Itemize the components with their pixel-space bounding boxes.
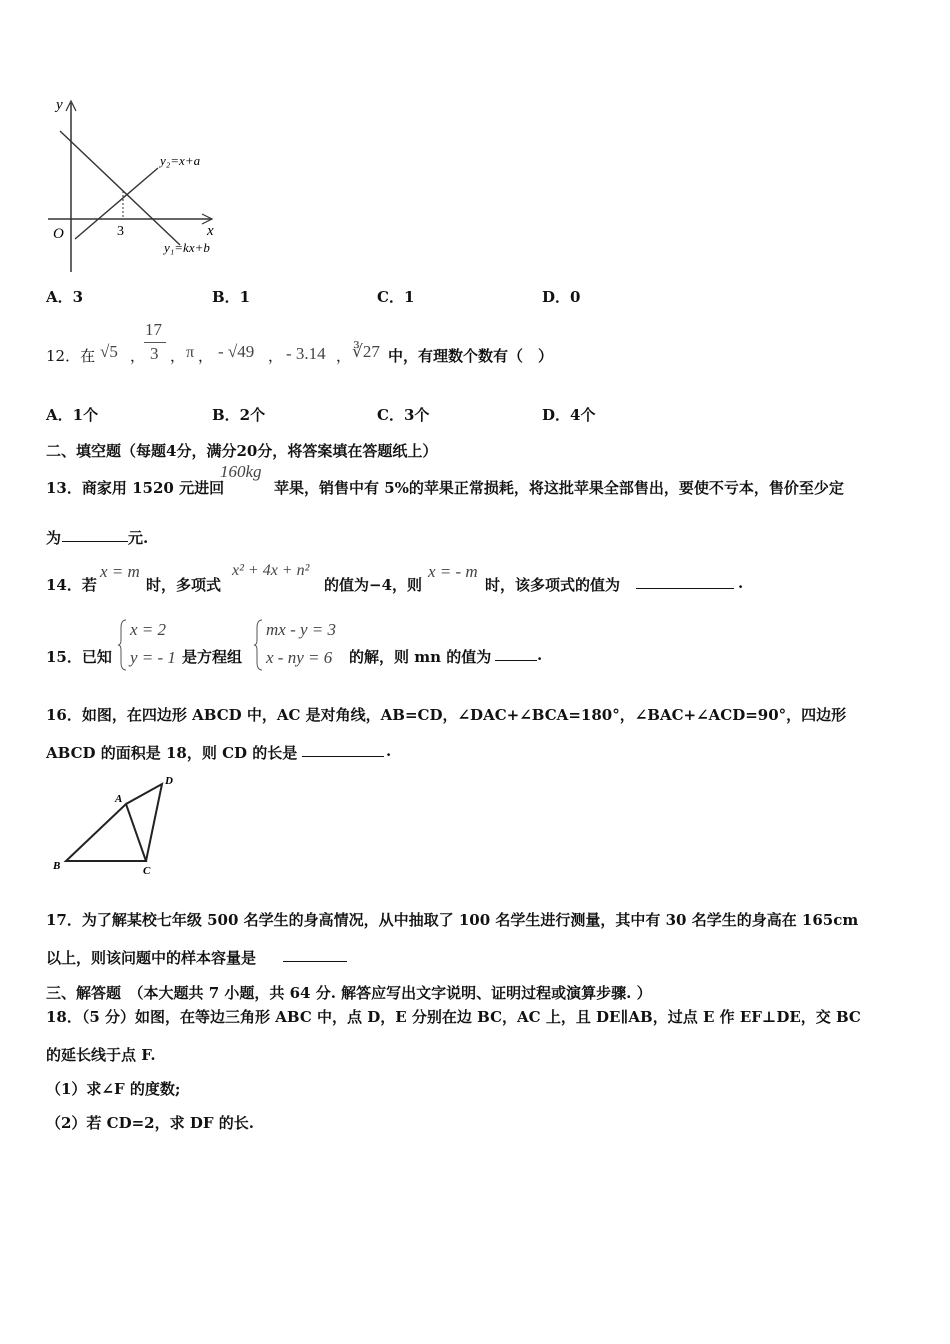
section-2-title: 二、填空题（每题4分，满分20分，将答案填在答题纸上） <box>46 442 438 460</box>
q15-sys1-eq1: x = 2 <box>130 620 167 639</box>
q12-tail: 中，有理数个数有（ ） <box>388 347 554 365</box>
q11-option-c[interactable]: C．1 <box>377 288 415 306</box>
q12-neg-sqrt49: - √49 <box>218 342 255 361</box>
q12-comma: ， <box>198 347 214 365</box>
q13-prefix: 13．商家用 1520 元进回 <box>46 479 225 497</box>
line2-label: y₂=x+a <box>160 153 201 168</box>
q17-line1: 17．为了解某校七年级 500 名学生的身高情况，从中抽取了 100 名学生进行测量，其中有 30 名学生的身高在 165cm <box>46 911 859 929</box>
x-axis-label: x <box>207 223 214 239</box>
q16-line2: ABCD 的面积是 18，则 CD 的长是 <box>46 744 298 762</box>
q18-line2: 的延长线于点 F. <box>46 1046 156 1064</box>
q11-graph <box>40 95 240 275</box>
q15-end: . <box>537 646 543 664</box>
q15-answer-blank[interactable] <box>495 646 537 661</box>
tick-3-label: 3 <box>117 224 124 239</box>
q14-answer-blank[interactable] <box>636 574 734 589</box>
q14-mid1: 时，多项式 <box>146 576 222 594</box>
q12-option-d[interactable]: D．4个 <box>542 406 596 424</box>
q18-part1: （1）求∠F 的度数; <box>46 1080 181 1098</box>
section-3-title: 三、解答题 （本大题共 7 小题，共 64 分. 解答应写出文字说明、证明过程或演算步骤. ） <box>46 984 652 1002</box>
q12-frac-num: 17 <box>145 320 162 339</box>
q12-sqrt5: √5 <box>100 342 118 361</box>
q14-end: . <box>738 574 744 592</box>
q11-option-d[interactable]: D．0 <box>542 288 581 306</box>
q16-end: . <box>386 742 392 760</box>
q12-frac-den: 3 <box>150 344 159 363</box>
q15-sys2-eq2: x - ny = 6 <box>266 648 333 667</box>
q12-option-a[interactable]: A．1个 <box>46 406 99 424</box>
q14-polynomial: x² + 4x + n² <box>232 562 310 579</box>
q14-cond2: x = - m <box>428 562 478 581</box>
q14-prefix: 14．若 <box>46 576 97 594</box>
label-a: A <box>115 793 123 805</box>
q17-line2: 以上，则该问题中的样本容量是 <box>46 949 257 967</box>
q16-answer-blank[interactable] <box>302 742 384 757</box>
line1-label: y₁=kx+b <box>164 240 210 255</box>
q17-answer-blank[interactable] <box>283 947 347 962</box>
q12-option-c[interactable]: C．3个 <box>377 406 430 424</box>
q15-sys2-eq1: mx - y = 3 <box>266 620 337 639</box>
q12-comma: ， <box>130 347 146 365</box>
q14-mid2: 的值为−4，则 <box>324 576 423 594</box>
origin-label: O <box>53 226 64 242</box>
q18-line1: 18．（5 分）如图，在等边三角形 ABC 中，点 D，E 分别在边 BC，AC 上，且 DE∥AB，过点 E 作 EF⊥DE，交 BC <box>46 1008 861 1026</box>
q12-frac-bar <box>144 342 166 343</box>
q12-option-b[interactable]: B．2个 <box>212 406 266 424</box>
q14-mid3: 时，该多项式的值为 <box>485 576 621 594</box>
q13-weight: 160kg <box>220 462 262 481</box>
q12-comma: ， <box>268 347 284 365</box>
q12-comma: ， <box>170 347 186 365</box>
q13-answer-blank[interactable] <box>62 527 128 542</box>
q12-cbrt27: ∛27 <box>352 342 380 361</box>
q13-line2-suffix: 元. <box>128 529 149 547</box>
q18-part2: （2）若 CD=2，求 DF 的长. <box>46 1114 254 1132</box>
q16-figure <box>48 770 188 880</box>
triangle-abc <box>66 804 146 861</box>
q12-number: 12．在 <box>46 347 96 365</box>
q15-brace-2 <box>254 618 264 672</box>
label-c: C <box>143 865 151 877</box>
label-d: D <box>165 775 173 787</box>
q11-option-a[interactable]: A．3 <box>46 288 84 306</box>
q12-neg-314: - 3.14 <box>286 344 326 363</box>
label-b: B <box>53 860 61 872</box>
triangle-acd <box>126 784 162 861</box>
y-axis-label: y <box>56 97 63 113</box>
q15-brace-1 <box>118 618 128 672</box>
q12-pi: π <box>186 344 195 361</box>
q15-sys1-eq2: y = - 1 <box>130 648 176 667</box>
q11-option-b[interactable]: B．1 <box>212 288 251 306</box>
q13-line2-prefix: 为 <box>46 529 62 547</box>
q15-prefix: 15．已知 <box>46 648 112 666</box>
q14-cond1: x = m <box>100 562 140 581</box>
q12-comma: ， <box>336 347 352 365</box>
q15-tail: 的解，则 mn 的值为 <box>349 648 492 666</box>
q15-mid: 是方程组 <box>182 648 243 666</box>
q16-line1: 16．如图，在四边形 ABCD 中，AC 是对角线，AB=CD，∠DAC+∠BCA=180°，∠BAC+∠ACD=90°，四边形 <box>46 706 847 724</box>
q13-suffix: 苹果，销售中有 5%的苹果正常损耗，将这批苹果全部售出，要使不亏本，售价至少定 <box>274 479 844 497</box>
